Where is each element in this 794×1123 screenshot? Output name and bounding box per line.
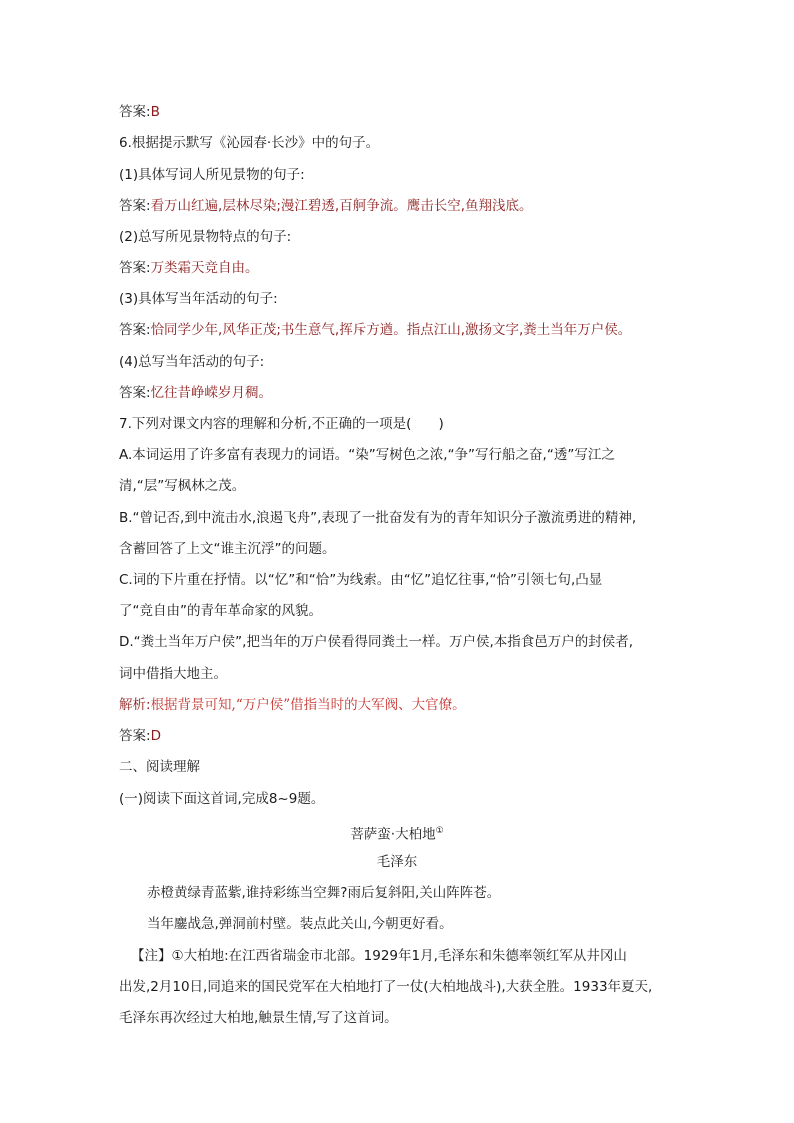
answer-text: 万类霜天竞自由。 [150, 260, 259, 276]
q7-answer [119, 726, 161, 746]
q7-option-b-line2: 含蓄回答了上文“谁主沉浮”的问题。 [119, 541, 336, 557]
q7-option-a-line2: 清,“层”写枫林之茂。 [119, 478, 246, 494]
q5-answer [119, 102, 160, 122]
poem-title [0, 821, 794, 845]
q6-answer-1 [119, 196, 532, 216]
q7-option-b-line1: B.“曾记否,到中流击水,浪遏飞舟”,表现了一批奋发有为的青年知识分子激流勇进的精神, [119, 510, 637, 526]
answer-label: 答案: [119, 104, 151, 120]
answer-label: 答案: [119, 728, 151, 744]
q7-option-d-line2: 词中借指大地主。 [119, 666, 227, 682]
answer-text: 忆往昔峥嵘岁月稠。 [150, 385, 273, 401]
answer-value: B [150, 104, 160, 120]
q7-stem: 7.下列对课文内容的理解和分析,不正确的一项是( ) [119, 416, 444, 432]
answer-text: 恰同学少年,风华正茂;书生意气,挥斥方遒。指点江山,激扬文字,粪土当年万户侯。 [150, 322, 632, 338]
answer-value: D [150, 728, 161, 744]
q6-prompt-4: (4)总写当年活动的句子: [119, 354, 265, 370]
q7-option-a-line1: A.本词运用了许多富有表现力的词语。“染”写树色之浓,“争”写行船之奋,“透”写江之 [119, 447, 615, 463]
analysis-text: 根据背景可知,“万户侯”借指当时的大军阀、大官僚。 [150, 697, 466, 713]
q6-answer-4 [119, 383, 272, 403]
poem-line-1: 赤橙黄绿青蓝紫,谁持彩练当空舞?雨后复斜阳,关山阵阵苍。 [147, 885, 501, 901]
poem-note-line-2: 出发,2月10日,同追来的国民党军在大柏地打了一仗(大柏地战斗),大获全胜。1933年夏天, [119, 979, 653, 995]
answer-label: 答案: [119, 198, 151, 214]
poem-title-text: 菩萨蛮·大柏地 [350, 826, 436, 843]
q6-answer-2 [119, 258, 259, 278]
footnote-marker: ① [435, 826, 444, 836]
answer-text: 看万山红遍,层林尽染;漫江碧透,百舸争流。鹰击长空,鱼翔浅底。 [150, 198, 533, 214]
q6-prompt-2: (2)总写所见景物特点的句子: [119, 229, 292, 245]
q6-answer-3 [119, 320, 631, 340]
q7-analysis [119, 695, 466, 715]
q6-stem: 6.根据提示默写《沁园春·长沙》中的句子。 [119, 135, 380, 151]
poem-note-line-3: 毛泽东再次经过大柏地,触景生情,写了这首词。 [119, 1010, 398, 1026]
q7-option-c-line1: C.词的下片重在抒情。以“忆”和“恰”为线索。由“忆”追忆往事,“恰”引领七句,凸显 [119, 572, 603, 588]
poem-note-line-1: 【注】①大柏地:在江西省瑞金市北部。1929年1月,毛泽东和朱德率领红军从井冈山 [131, 948, 627, 964]
analysis-label: 解析: [119, 697, 151, 713]
q6-prompt-3: (3)具体写当年活动的句子: [119, 291, 278, 307]
section-intro: (一)阅读下面这首词,完成8~9题。 [119, 791, 325, 807]
q7-option-d-line1: D.“粪土当年万户侯”,把当年的万户侯看得同粪土一样。万户侯,本指食邑万户的封侯者, [119, 634, 634, 650]
q7-option-c-line2: 了“竞自由”的青年革命家的风貌。 [119, 603, 322, 619]
poem-line-2: 当年鏖战急,弹洞前村壁。装点此关山,今朝更好看。 [147, 916, 453, 932]
poem-author: 毛泽东 [376, 854, 418, 870]
answer-label: 答案: [119, 385, 151, 401]
answer-label: 答案: [119, 260, 151, 276]
q6-prompt-1: (1)具体写词人所见景物的句子: [119, 167, 305, 183]
answer-label: 答案: [119, 322, 151, 338]
section-title: 二、阅读理解 [119, 759, 200, 775]
